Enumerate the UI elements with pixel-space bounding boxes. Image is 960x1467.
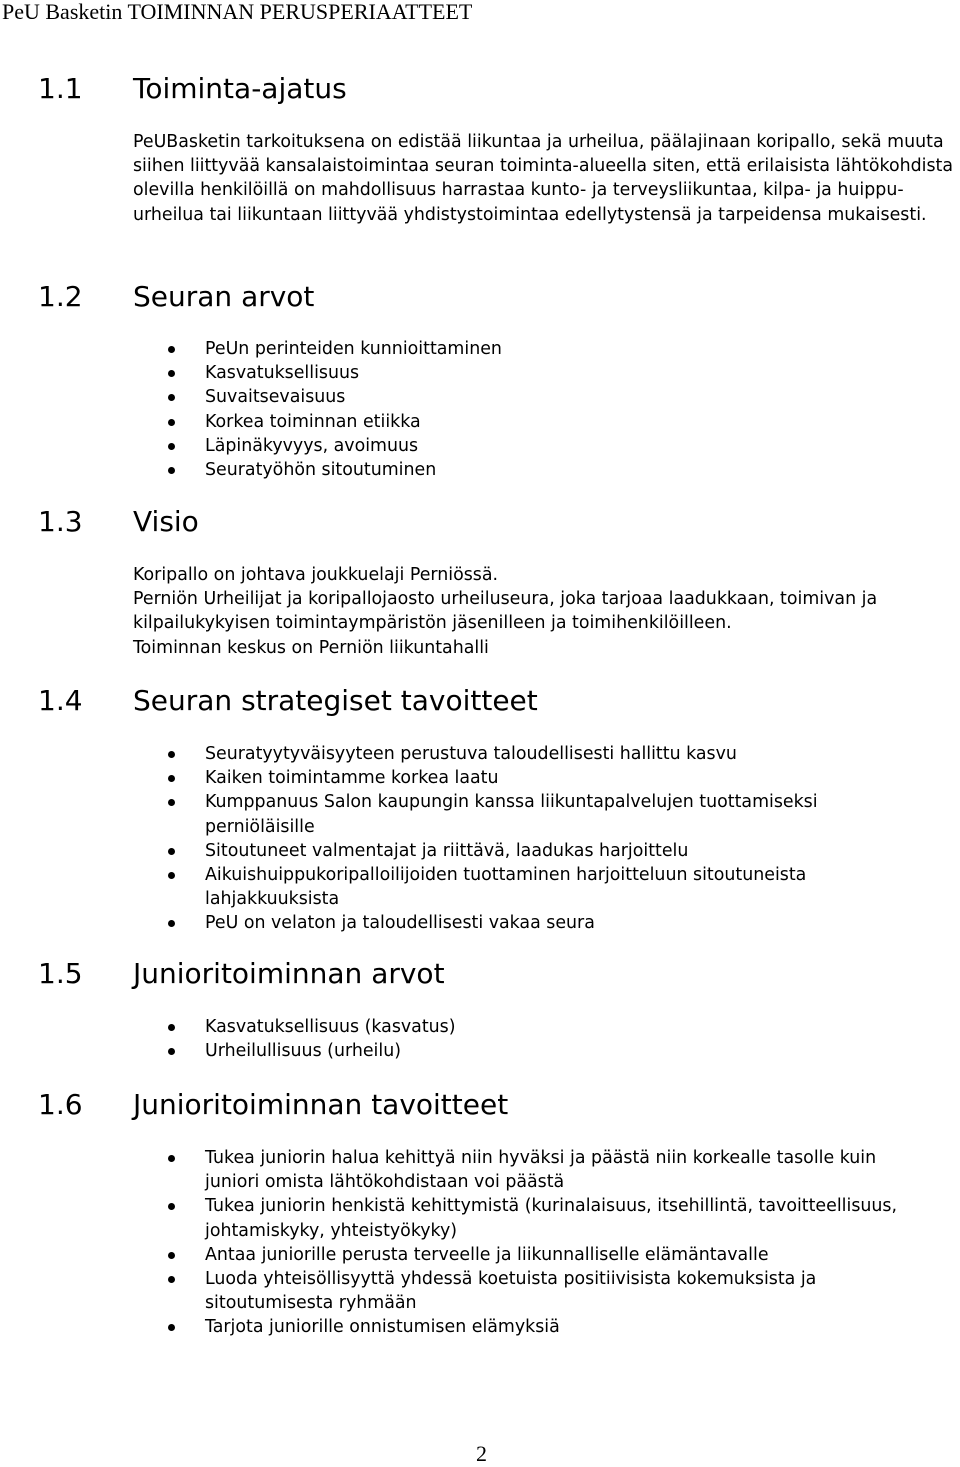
list-item-text: Tukea juniorin henkistä kehittymistä (kurinalaisuus, itsehillintä, tavoitteellisuus, johtamiskyky, yhteistyökyky) bbox=[205, 1196, 898, 1241]
bullet-icon bbox=[168, 751, 175, 758]
paragraph-text: PeUBasketin tarkoituksena on edistää liikuntaa ja urheilua, päälajinaan koripallo, sekä muuta siihen liittyvää kansalaistoimintaa seuran toiminta-alueella siten, että erilaisista lähtökohdista olevilla henkilöillä on mahdollisuus harrastaa kunto- ja terveysliikuntaa, kilpa- ja huippu-urheilua tai liikuntaan liittyvää yhdistystoimintaa edellytystensä ja tarpeidensa mukaisesti. bbox=[133, 132, 954, 225]
bullet-icon bbox=[168, 419, 175, 426]
section-number: 1.5 bbox=[38, 957, 83, 990]
list-item-text: Korkea toiminnan etiikka bbox=[205, 411, 421, 432]
list-item bbox=[0, 1315, 925, 1339]
list-item-text: Urheilullisuus (urheilu) bbox=[205, 1041, 402, 1062]
section-title: Toiminta-ajatus bbox=[133, 72, 347, 105]
list-item bbox=[0, 742, 925, 766]
bullet-icon bbox=[168, 467, 175, 474]
bullet-icon bbox=[168, 1324, 175, 1331]
bullet-icon bbox=[168, 1024, 175, 1031]
list-item-text: Antaa juniorille perusta terveelle ja liikunnalliselle elämäntavalle bbox=[205, 1244, 769, 1265]
vision-line: Perniön Urheilijat ja koripallojaosto urheiluseura, joka tarjoaa laadukkaan, toimivan ja kilpailukykyisen toimintaympäristön jäsenilleen ja toimihenkilöilleen. bbox=[133, 589, 878, 634]
list-item-text: Seuratyytyväisyyteen perustuva taloudellisesti hallittu kasvu bbox=[205, 744, 737, 764]
list-item bbox=[0, 1267, 925, 1315]
list-item bbox=[0, 766, 925, 790]
section-heading-1-5 bbox=[38, 957, 445, 991]
bullet-icon bbox=[168, 1252, 175, 1259]
bullet-icon bbox=[168, 1203, 175, 1210]
list-item-text: Tukea juniorin halua kehittyä niin hyväksi ja päästä niin korkealle tasolle kuin juniori omista lähtökohdistaan voi päästä bbox=[205, 1148, 877, 1193]
bullet-icon bbox=[168, 775, 175, 782]
list-item-text: PeU on velaton ja taloudellisesti vakaa seura bbox=[205, 913, 595, 934]
bullet-icon bbox=[168, 920, 175, 927]
list-item bbox=[0, 1015, 925, 1039]
list-item-text: Tarjota juniorille onnistumisen elämyksiä bbox=[205, 1317, 560, 1338]
bullet-icon bbox=[168, 370, 175, 377]
list-item bbox=[0, 434, 925, 458]
bullet-icon bbox=[168, 872, 175, 879]
section-heading-1-3 bbox=[38, 505, 199, 539]
section-heading-1-2 bbox=[38, 280, 314, 314]
list-item bbox=[0, 1039, 925, 1063]
list-item-text: Seuratyöhön sitoutuminen bbox=[205, 460, 437, 481]
list-item bbox=[0, 385, 925, 409]
list-item bbox=[0, 337, 925, 361]
section-number: 1.1 bbox=[38, 72, 83, 105]
list-item-text: Kasvatuksellisuus (kasvatus) bbox=[205, 1017, 456, 1037]
mission-paragraph bbox=[133, 130, 955, 227]
vision-paragraph bbox=[133, 563, 955, 660]
section-heading-1-1 bbox=[38, 72, 347, 106]
list-item-text: Läpinäkyvyys, avoimuus bbox=[205, 435, 419, 456]
list-item-text: Kaiken toimintamme korkea laatu bbox=[205, 768, 499, 789]
list-item-text: Kumppanuus Salon kaupungin kanssa liikuntapalvelujen tuottamiseksi perniöläisille bbox=[205, 792, 818, 837]
list-item bbox=[0, 361, 925, 385]
list-item bbox=[0, 1194, 925, 1242]
list-item-text: Aikuishuippukoripalloilijoiden tuottaminen harjoitteluun sitoutuneista lahjakkuuksista bbox=[205, 865, 807, 910]
section-heading-1-6 bbox=[38, 1088, 508, 1122]
section-title: Visio bbox=[133, 505, 199, 538]
section-number: 1.6 bbox=[38, 1088, 83, 1121]
running-header: PeU Basketin TOIMINNAN PERUSPERIAATTEET bbox=[2, 0, 473, 24]
bullet-icon bbox=[168, 394, 175, 401]
bullet-icon bbox=[168, 346, 175, 353]
bullet-icon bbox=[168, 1155, 175, 1162]
vision-line: Koripallo on johtava joukkuelaji Perniössä. bbox=[133, 565, 499, 585]
section-number: 1.2 bbox=[38, 280, 83, 313]
club-values-list bbox=[0, 337, 925, 482]
junior-goals-list bbox=[0, 1146, 925, 1340]
list-item bbox=[0, 911, 925, 935]
list-item bbox=[0, 1243, 925, 1267]
strategic-goals-list bbox=[0, 742, 925, 936]
section-title: Seuran strategiset tavoitteet bbox=[133, 684, 538, 717]
list-item bbox=[0, 1146, 925, 1194]
vision-line: Toiminnan keskus on Perniön liikuntahalli bbox=[133, 637, 489, 658]
bullet-icon bbox=[168, 443, 175, 450]
list-item-text: Luoda yhteisöllisyyttä yhdessä koetuista positiivisista kokemuksista ja sitoutumisesta ryhmään bbox=[205, 1269, 817, 1314]
list-item bbox=[0, 863, 925, 911]
list-item-text: PeUn perinteiden kunnioittaminen bbox=[205, 339, 502, 359]
list-item bbox=[0, 458, 925, 482]
junior-values-list bbox=[0, 1015, 925, 1063]
section-number: 1.3 bbox=[38, 505, 83, 538]
list-item-text: Sitoutuneet valmentajat ja riittävä, laadukas harjoittelu bbox=[205, 840, 689, 861]
section-title: Junioritoiminnan tavoitteet bbox=[133, 1088, 509, 1121]
bullet-icon bbox=[168, 848, 175, 855]
bullet-icon bbox=[168, 1048, 175, 1055]
list-item bbox=[0, 839, 925, 863]
section-title: Junioritoiminnan arvot bbox=[133, 957, 445, 990]
section-heading-1-4 bbox=[38, 684, 538, 718]
list-item bbox=[0, 790, 925, 838]
section-title: Seuran arvot bbox=[133, 280, 315, 313]
list-item-text: Suvaitsevaisuus bbox=[205, 387, 346, 408]
bullet-icon bbox=[168, 1276, 175, 1283]
bullet-icon bbox=[168, 799, 175, 806]
page-number: 2 bbox=[476, 1441, 487, 1466]
list-item bbox=[0, 410, 925, 434]
section-number: 1.4 bbox=[38, 684, 83, 717]
list-item-text: Kasvatuksellisuus bbox=[205, 363, 360, 384]
